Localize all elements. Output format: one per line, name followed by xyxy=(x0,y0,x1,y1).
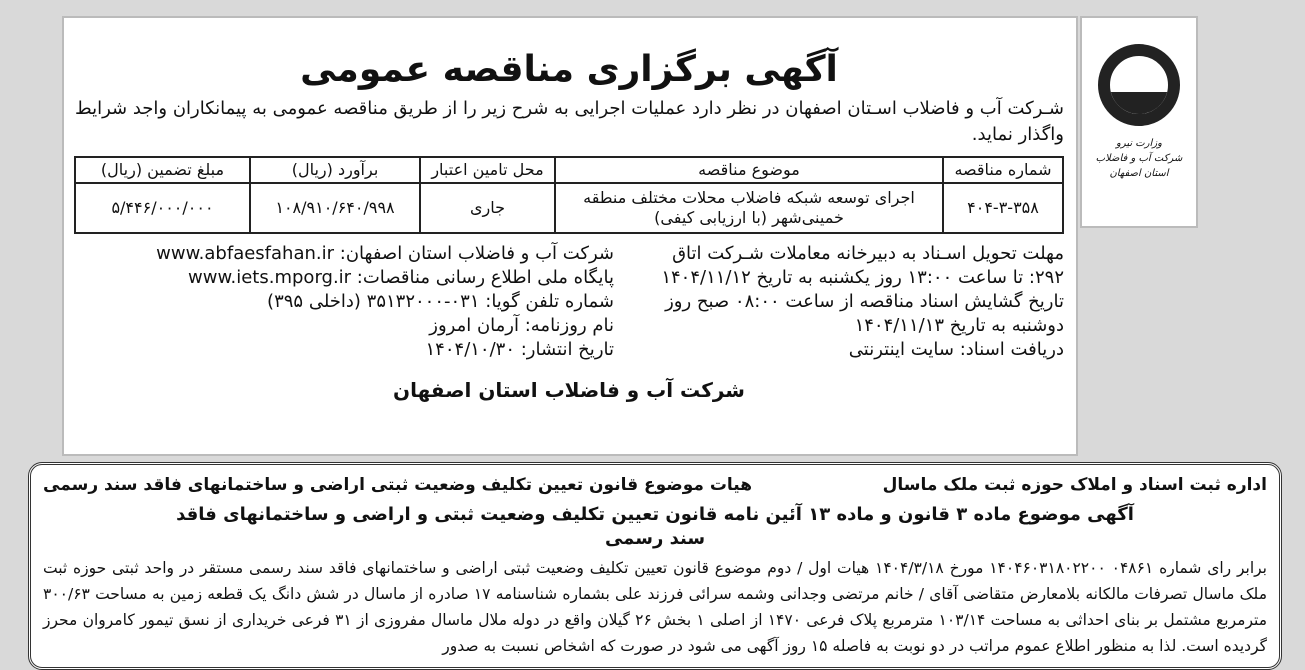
ad-footer: شرکت آب و فاضلاب استان اصفهان xyxy=(393,378,745,402)
logo-caption-company: شرکت آب و فاضلاب استان اصفهان xyxy=(1095,153,1183,179)
notice-header-left: هیات موضوع قانون تعیین تکلیف وضعیت ثبتی اراضی و ساختمانهای فاقد سند رسمی xyxy=(43,475,753,495)
deadlines-column xyxy=(634,242,1064,362)
contact-column xyxy=(74,242,614,362)
tender-ad xyxy=(62,16,1078,456)
table-row xyxy=(75,183,1063,233)
header-cell: محل تامین اعتبار xyxy=(420,157,555,183)
header-cell: موضوع مناقصه xyxy=(555,157,943,183)
documents-source: دریافت اسناد: سایت اینترنتی xyxy=(848,339,1064,360)
info-columns xyxy=(74,242,1064,362)
newspaper-name: نام روزنامه: آرمان امروز xyxy=(429,315,614,336)
header-cell: مبلغ تضمین (ریال) xyxy=(75,157,250,183)
publish-date: تاریخ انتشار: ۱۴۰۴/۱۰/۳۰ xyxy=(425,339,614,360)
notice-header-right: اداره ثبت اسناد و املاک حوزه ثبت ملک ماسال xyxy=(882,475,1267,495)
notice-body: برابر رای شماره ۰۴۸۶۱ ۱۴۰۴۶۰۳۱۸۰۲۲۰۰ مورخ ۱۴۰۴/۳/۱۸ هیات اول / دوم موضوع قانون تعیین تکلیف وضعیت ثبتی اراضی و ساختمانهای فاقد سند رسمی مستقر در واحد ثبتی حوزه ثبت ملک ماسال تصرفات مالکانه بلامعارض متقاضی آقای / خانم مرتضی وجدانی وشمه سرائی فرزند علی بشماره شناسنامه ۱۷ صادره از ماسال در شش دانگ یک قطعه زمین به مساحت ۳۰۰/۶۳ مترمربع مشتمل بر بنای احداثی به مساحت ۱۰۳/۱۴ مترمربع پلاک فرعی ۱۴۷۰ از اصلی ۱ بخش ۲۶ گیلان واقع در دوله ملال ماسال مفروزی از ۳۱ فرعی خریداری از نسق تیمور کامروان محرز گردیده است. لذا به منظور اطلاع عموم مراتب در دو نوبت به فاصله ۱۵ روز آگهی می شود در صورت که اشخاص نسبت به صدور xyxy=(43,559,1268,655)
header-cell: برآورد (ریال) xyxy=(250,157,420,183)
cell-funding: جاری xyxy=(420,183,555,233)
logo-emblem xyxy=(1098,44,1180,126)
ad-title: آگهی برگزاری مناقصه عمومی xyxy=(300,49,838,90)
iets-website[interactable]: پایگاه ملی اطلاع رسانی مناقصات: www.iets.mporg.ir xyxy=(188,267,614,288)
deadline-delivery: مهلت تحویل اسـناد به دبیرخانه معاملات شـرکت اتاق ۲۹۲: تا ساعت ۱۳:۰۰ روز یکشنبه به تاریخ ۱۴۰۴/۱۱/۱۲ xyxy=(661,243,1064,288)
cell-subject: اجرای توسعه شبکه فاضلاب محلات مختلف منطقه خمینی‌شهر (با ارزیابی کیفی) xyxy=(555,183,943,233)
notice-title: آگهی موضوع ماده ۳ قانون و ماده ۱۳ آئین نامه قانون تعیین تکلیف وضعیت ثبتی و اراضی و ساختمانهای فاقد سند رسمی xyxy=(176,504,1134,549)
cell-guarantee: ۵/۴۴۶/۰۰۰/۰۰۰ xyxy=(75,183,250,233)
notice-headers xyxy=(43,473,1267,497)
table-header-row xyxy=(75,157,1063,183)
deadline-opening: تاریخ گشایش اسناد مناقصه از ساعت ۰۸:۰۰ صبح روز دوشنبه به تاریخ ۱۴۰۴/۱۱/۱۳ xyxy=(665,291,1064,336)
header-cell: شماره مناقصه xyxy=(943,157,1063,183)
cell-estimate: ۱۰۸/۹۱۰/۶۴۰/۹۹۸ xyxy=(250,183,420,233)
company-logo xyxy=(1080,16,1198,228)
logo-caption-ministry: وزارت نیرو xyxy=(1115,138,1162,149)
phone-number: شماره تلفن گویا: ۰۳۱-۳۵۱۳۲۰۰۰ (داخلی ۳۹۵) xyxy=(267,291,614,312)
tender-table xyxy=(74,156,1064,234)
company-website[interactable]: شرکت آب و فاضلاب استان اصفهان: www.abfaesfahan.ir xyxy=(156,243,614,264)
ad-intro: شـرکت آب و فاضلاب اسـتان اصفهان در نظر دارد عملیات اجرایی به شرح زیر را از طریق مناقصه عمومی به پیمانکاران واجد شرایط واگذار نماید. xyxy=(75,98,1064,145)
cell-number: ۴۰۴-۳-۳۵۸ xyxy=(943,183,1063,233)
registry-notice xyxy=(28,462,1282,670)
